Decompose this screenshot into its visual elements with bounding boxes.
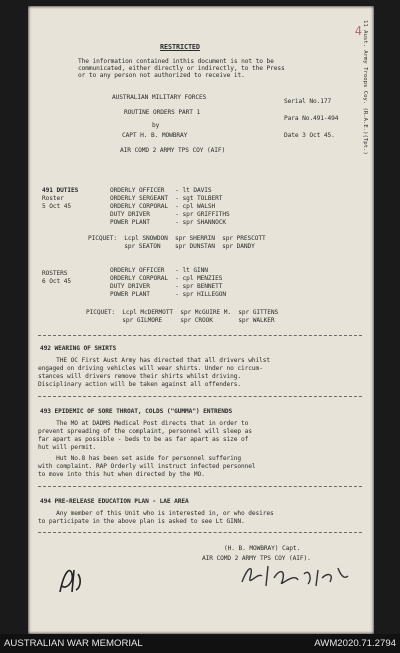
page-number-stamp: 4 <box>354 24 362 38</box>
duty-line: ORDERLY SERGEANT - sgt TOLBERT <box>110 195 223 202</box>
para-494-line: Any member of this Unit who is interested in, or who desires <box>38 510 274 517</box>
duties-label-line-3: 5 Oct 45 <box>42 203 72 210</box>
picquet-line: PICQUET: Lcpl McDERMOTT spr McGUIRE M. spr GITTENS <box>86 309 279 316</box>
duties-label-line-2: Roster <box>42 195 64 202</box>
notice-line-1: The information contained inthis document is not to be <box>78 58 274 65</box>
para-493-heading: 493 EPIDEMIC OF SORE THROAT, COLDS ("GUMMA") ENTRENDS <box>40 408 233 415</box>
para-492-line: stances will drivers remove their shirts whilst driving. <box>38 373 242 380</box>
orders-title: ROUTINE ORDERS PART 1 <box>124 109 201 116</box>
restricted-heading: RESTRICTED <box>160 43 200 51</box>
para-494-heading: 494 PRE-RELEASE EDUCATION PLAN - LAE AREA <box>40 498 189 505</box>
duty-line: DUTY DRIVER - spr BENNETT <box>110 283 223 290</box>
para-492-line: engaged on driving vehicles will wear shirts. Under no circum- <box>38 365 263 372</box>
notice-line-3: or to any person not authorized to receive it. <box>78 72 245 79</box>
archive-reference: AWM2020.71.2794 <box>314 638 396 649</box>
officer-signature <box>238 560 358 590</box>
duty-line: POWER PLANT - spr HILLEGON <box>110 291 227 298</box>
para-493-line: The MO at DADMS Medical Post directs that in order to <box>38 420 249 427</box>
para-492-line: THE OC First Aust Army has directed that all drivers whilst <box>38 357 271 364</box>
force-title: AUSTRALIAN MILITARY FORCES <box>112 94 207 101</box>
para-493-line: with complaint. RAP Orderly will instruct infected personnel <box>38 463 256 470</box>
notice-line-2: communicated, either directly or indirectly, to the Press <box>78 65 285 72</box>
para-492-heading: 492 WEARING OF SHIRTS <box>40 345 117 352</box>
initials-signature <box>56 562 92 598</box>
picquet-line: spr SEATON spr DUNSTAN spr DANDY <box>88 243 255 250</box>
picquet-line: spr GILMORE spr CROOK spr WALKER <box>86 317 275 324</box>
section-divider <box>38 486 362 487</box>
section-divider <box>38 396 362 397</box>
serial-number: Serial No.177 <box>284 98 332 105</box>
para-493-line: to move into this hut when directed by the MO. <box>38 471 205 478</box>
closing-unit: AIR COMD 2 ARMY TPS COY (AIF). <box>202 555 311 562</box>
para-numbers: Para No.491-494 <box>284 115 339 122</box>
archive-footer <box>0 634 400 653</box>
archive-name: AUSTRALIAN WAR MEMORIAL <box>4 638 143 649</box>
para-494-line: to participate in the above plan is asked to see Lt GINN. <box>38 518 245 525</box>
duty-line: ORDERLY OFFICER - lt DAVIS <box>110 187 212 194</box>
para-493-line: hut will permit. <box>38 444 97 451</box>
para-493-line: far apart as possible - beds to be as far apart as size of <box>38 436 249 443</box>
document-sheet <box>28 6 374 634</box>
duty-line: ORDERLY CORPORAL - cpl MENZIES <box>110 275 223 282</box>
closing-name: (H. B. MOWBRAY) Capt. <box>224 545 301 552</box>
roster-label-line-1: ROSTERS <box>42 270 68 277</box>
unit-name: AIR COMD 2 ARMY TPS COY (AIF) <box>120 147 226 154</box>
duty-line: DUTY DRIVER - spr GRIFFITHS <box>110 211 230 218</box>
by-text: by <box>152 122 160 129</box>
para-493-line: prevent spreading of the complaint, personnel will sleep as <box>38 428 252 435</box>
duty-line: ORDERLY CORPORAL - cpl WALSH <box>110 203 216 210</box>
duties-label-line-1: 491 DUTIES <box>42 187 79 194</box>
section-divider <box>38 335 362 336</box>
picquet-line: PICQUET: Lcpl SNOWDON spr SHERRIN spr PRESCOTT <box>88 235 266 242</box>
order-date: Date 3 Oct 45. <box>284 132 335 139</box>
officer-name: CAPT H. B. MOWBRAY <box>122 132 188 139</box>
roster-label-line-2: 6 Oct 45 <box>42 278 72 285</box>
para-492-line: Disciplinary action will be taken against all offenders. <box>38 381 242 388</box>
para-493-line: Hut No.8 has been set aside for personnel suffering <box>38 455 242 462</box>
unit-stamp-vertical: 11 Aust. Army Troops Coy. (R.A.E.)(Tpt.) <box>362 20 368 155</box>
duty-line: POWER PLANT - spr SHANNOCK <box>110 219 227 226</box>
duty-line: ORDERLY OFFICER - lt GINN <box>110 267 208 274</box>
section-divider <box>38 532 362 533</box>
